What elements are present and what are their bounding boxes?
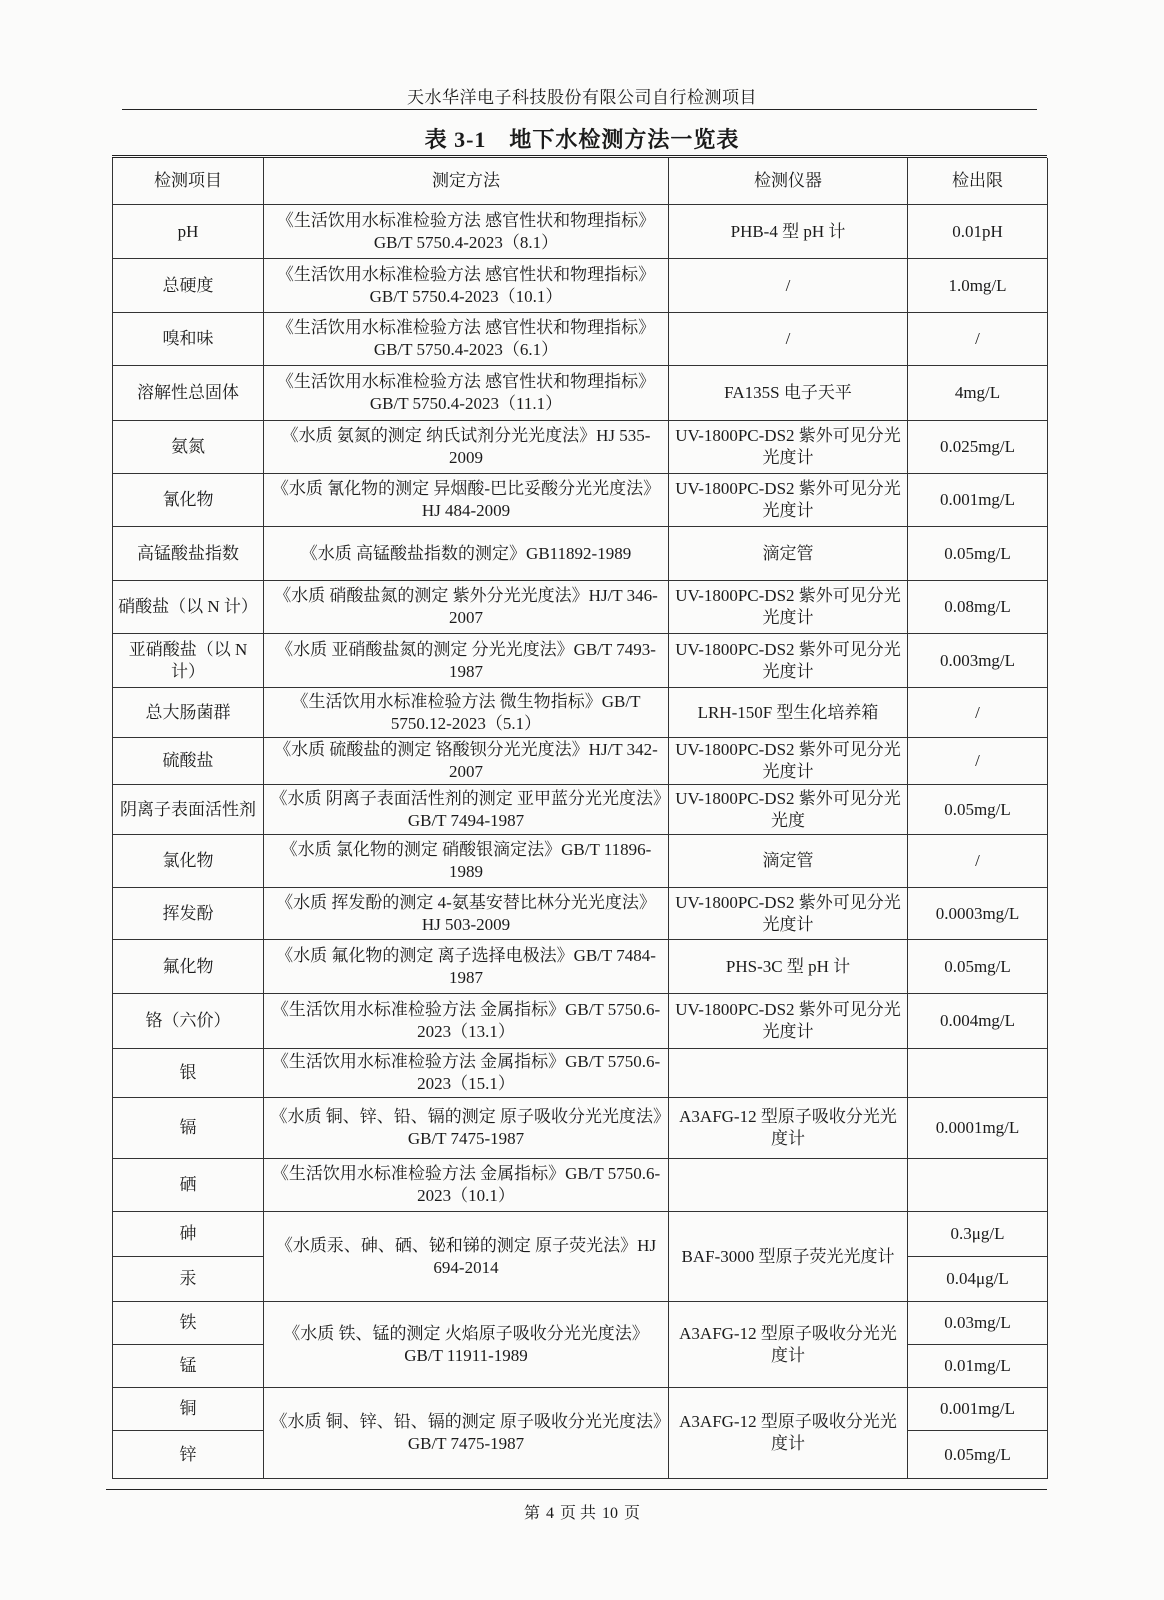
instrument-cell: UV-1800PC-DS2 紫外可见分光光度计 <box>669 738 908 785</box>
limit-cell: 0.025mg/L <box>908 421 1048 474</box>
limit-cell: 0.01mg/L <box>908 1345 1048 1388</box>
table-row <box>113 835 1048 888</box>
page-footer <box>0 1500 1164 1523</box>
limit-cell: 0.3μg/L <box>908 1212 1048 1257</box>
instrument-cell: LRH-150F 型生化培养箱 <box>669 688 908 738</box>
table-row <box>113 1159 1048 1212</box>
method-cell: 《生活饮用水标准检验方法 金属指标》GB/T 5750.6-2023（13.1） <box>264 994 669 1049</box>
instrument-cell: A3AFG-12 型原子吸收分光光度计 <box>669 1388 908 1479</box>
limit-cell: 0.001mg/L <box>908 474 1048 527</box>
item-cell: 氟化物 <box>113 940 264 994</box>
item-cell: 亚硝酸盐（以 N 计） <box>113 634 264 688</box>
limit-cell: / <box>908 688 1048 738</box>
page-total: 10 <box>602 1505 618 1522</box>
method-cell: 《生活饮用水标准检验方法 感官性状和物理指标》GB/T 5750.4-2023（8.1） <box>264 205 669 259</box>
limit-cell: 0.003mg/L <box>908 634 1048 688</box>
instrument-cell: UV-1800PC-DS2 紫外可见分光光度计 <box>669 421 908 474</box>
limit-cell: 0.001mg/L <box>908 1388 1048 1431</box>
limit-cell <box>908 1049 1048 1098</box>
item-cell: 挥发酚 <box>113 888 264 940</box>
item-cell: 镉 <box>113 1098 264 1159</box>
limit-cell: / <box>908 835 1048 888</box>
instrument-cell: / <box>669 313 908 366</box>
item-cell: 锌 <box>113 1431 264 1479</box>
limit-cell: 0.05mg/L <box>908 1431 1048 1479</box>
item-cell: 总硬度 <box>113 259 264 313</box>
table-row <box>113 205 1048 259</box>
item-cell: 高锰酸盐指数 <box>113 527 264 581</box>
method-cell: 《水质汞、砷、硒、铋和锑的测定 原子荧光法》HJ 694-2014 <box>264 1212 669 1302</box>
instrument-cell: BAF-3000 型原子荧光光度计 <box>669 1212 908 1302</box>
instrument-cell: PHS-3C 型 pH 计 <box>669 940 908 994</box>
item-cell: 阴离子表面活性剂 <box>113 785 264 835</box>
limit-cell: / <box>908 738 1048 785</box>
instrument-cell: UV-1800PC-DS2 紫外可见分光光度 <box>669 785 908 835</box>
method-cell: 《生活饮用水标准检验方法 感官性状和物理指标》GB/T 5750.4-2023（11.1） <box>264 366 669 421</box>
table-row <box>113 313 1048 366</box>
column-header-method: 测定方法 <box>264 158 669 205</box>
table-row <box>113 738 1048 785</box>
instrument-cell <box>669 1049 908 1098</box>
limit-cell: 0.01pH <box>908 205 1048 259</box>
column-header-limit: 检出限 <box>908 158 1048 205</box>
limit-cell: 0.0003mg/L <box>908 888 1048 940</box>
method-cell: 《水质 铜、锌、铅、镉的测定 原子吸收分光光度法》GB/T 7475-1987 <box>264 1098 669 1159</box>
method-cell: 《生活饮用水标准检验方法 金属指标》GB/T 5750.6-2023（15.1） <box>264 1049 669 1098</box>
item-cell: 氨氮 <box>113 421 264 474</box>
instrument-cell <box>669 1159 908 1212</box>
instrument-cell: 滴定管 <box>669 835 908 888</box>
method-cell: 《水质 挥发酚的测定 4-氨基安替比林分光光度法》HJ 503-2009 <box>264 888 669 940</box>
page-mid: 页 共 <box>559 1505 596 1522</box>
table-row <box>113 1049 1048 1098</box>
header-divider <box>122 109 1037 110</box>
table-row <box>113 1302 1048 1345</box>
table-row <box>113 581 1048 634</box>
item-cell: 铁 <box>113 1302 264 1345</box>
instrument-cell: FA135S 电子天平 <box>669 366 908 421</box>
table-row <box>113 1212 1048 1257</box>
limit-cell: 0.004mg/L <box>908 994 1048 1049</box>
footer-divider <box>106 1489 1047 1490</box>
item-cell: 氰化物 <box>113 474 264 527</box>
item-cell: 锰 <box>113 1345 264 1388</box>
instrument-cell: UV-1800PC-DS2 紫外可见分光光度计 <box>669 994 908 1049</box>
method-cell: 《水质 高锰酸盐指数的测定》GB11892-1989 <box>264 527 669 581</box>
limit-cell: 0.05mg/L <box>908 785 1048 835</box>
method-cell: 《水质 阴离子表面活性剂的测定 亚甲蓝分光光度法》GB/T 7494-1987 <box>264 785 669 835</box>
instrument-cell: UV-1800PC-DS2 紫外可见分光光度计 <box>669 634 908 688</box>
table-row <box>113 1098 1048 1159</box>
item-cell: 铜 <box>113 1388 264 1431</box>
item-cell: 铬（六价） <box>113 994 264 1049</box>
method-cell: 《生活饮用水标准检验方法 微生物指标》GB/T 5750.12-2023（5.1） <box>264 688 669 738</box>
table-title: 表 3-1 地下水检测方法一览表 <box>424 127 740 152</box>
method-cell: 《水质 硫酸盐的测定 铬酸钡分光光度法》HJ/T 342-2007 <box>264 738 669 785</box>
limit-cell: 0.04μg/L <box>908 1257 1048 1302</box>
method-cell: 《水质 氰化物的测定 异烟酸-巴比妥酸分光光度法》HJ 484-2009 <box>264 474 669 527</box>
limit-cell <box>908 1159 1048 1212</box>
instrument-cell: A3AFG-12 型原子吸收分光光度计 <box>669 1098 908 1159</box>
method-cell: 《生活饮用水标准检验方法 感官性状和物理指标》GB/T 5750.4-2023（10.1） <box>264 259 669 313</box>
item-cell: 银 <box>113 1049 264 1098</box>
page-prefix: 第 <box>523 1505 540 1522</box>
limit-cell: / <box>908 313 1048 366</box>
method-cell: 《水质 铁、锰的测定 火焰原子吸收分光光度法》GB/T 11911-1989 <box>264 1302 669 1388</box>
table-row <box>113 1388 1048 1431</box>
instrument-cell: PHB-4 型 pH 计 <box>669 205 908 259</box>
item-cell: 硝酸盐（以 N 计） <box>113 581 264 634</box>
item-cell: 砷 <box>113 1212 264 1257</box>
method-cell: 《水质 氯化物的测定 硝酸银滴定法》GB/T 11896-1989 <box>264 835 669 888</box>
document-header: 天水华洋电子科技股份有限公司自行检测项目 <box>407 88 757 107</box>
method-cell: 《水质 氨氮的测定 纳氏试剂分光光度法》HJ 535-2009 <box>264 421 669 474</box>
instrument-cell: UV-1800PC-DS2 紫外可见分光光度计 <box>669 474 908 527</box>
instrument-cell: UV-1800PC-DS2 紫外可见分光光度计 <box>669 581 908 634</box>
limit-cell: 0.03mg/L <box>908 1302 1048 1345</box>
column-header-item: 检测项目 <box>113 158 264 205</box>
method-table <box>112 158 1048 1479</box>
item-cell: 嗅和味 <box>113 313 264 366</box>
limit-cell: 0.0001mg/L <box>908 1098 1048 1159</box>
table-row <box>113 888 1048 940</box>
table-row <box>113 259 1048 313</box>
item-cell: 汞 <box>113 1257 264 1302</box>
table-row <box>113 634 1048 688</box>
item-cell: 溶解性总固体 <box>113 366 264 421</box>
page-number: 4 <box>545 1505 554 1522</box>
item-cell: 硒 <box>113 1159 264 1212</box>
instrument-cell: / <box>669 259 908 313</box>
method-table-container <box>112 155 1047 1479</box>
table-row <box>113 940 1048 994</box>
table-row <box>113 785 1048 835</box>
table-row <box>113 994 1048 1049</box>
table-row <box>113 366 1048 421</box>
method-cell: 《生活饮用水标准检验方法 金属指标》GB/T 5750.6-2023（10.1） <box>264 1159 669 1212</box>
table-row <box>113 688 1048 738</box>
item-cell: 硫酸盐 <box>113 738 264 785</box>
table-header-row <box>113 158 1048 205</box>
limit-cell: 4mg/L <box>908 366 1048 421</box>
limit-cell: 1.0mg/L <box>908 259 1048 313</box>
table-row <box>113 474 1048 527</box>
table-row <box>113 421 1048 474</box>
method-cell: 《水质 硝酸盐氮的测定 紫外分光光度法》HJ/T 346-2007 <box>264 581 669 634</box>
item-cell: 总大肠菌群 <box>113 688 264 738</box>
instrument-cell: 滴定管 <box>669 527 908 581</box>
table-row <box>113 527 1048 581</box>
limit-cell: 0.05mg/L <box>908 527 1048 581</box>
method-cell: 《水质 氟化物的测定 离子选择电极法》GB/T 7484-1987 <box>264 940 669 994</box>
method-cell: 《生活饮用水标准检验方法 感官性状和物理指标》GB/T 5750.4-2023（6.1） <box>264 313 669 366</box>
limit-cell: 0.05mg/L <box>908 940 1048 994</box>
column-header-instrument: 检测仪器 <box>669 158 908 205</box>
item-cell: 氯化物 <box>113 835 264 888</box>
method-cell: 《水质 亚硝酸盐氮的测定 分光光度法》GB/T 7493-1987 <box>264 634 669 688</box>
method-cell: 《水质 铜、锌、铅、镉的测定 原子吸收分光光度法》GB/T 7475-1987 <box>264 1388 669 1479</box>
item-cell: pH <box>113 205 264 259</box>
instrument-cell: A3AFG-12 型原子吸收分光光度计 <box>669 1302 908 1388</box>
limit-cell: 0.08mg/L <box>908 581 1048 634</box>
page-suffix: 页 <box>624 1505 641 1522</box>
instrument-cell: UV-1800PC-DS2 紫外可见分光光度计 <box>669 888 908 940</box>
